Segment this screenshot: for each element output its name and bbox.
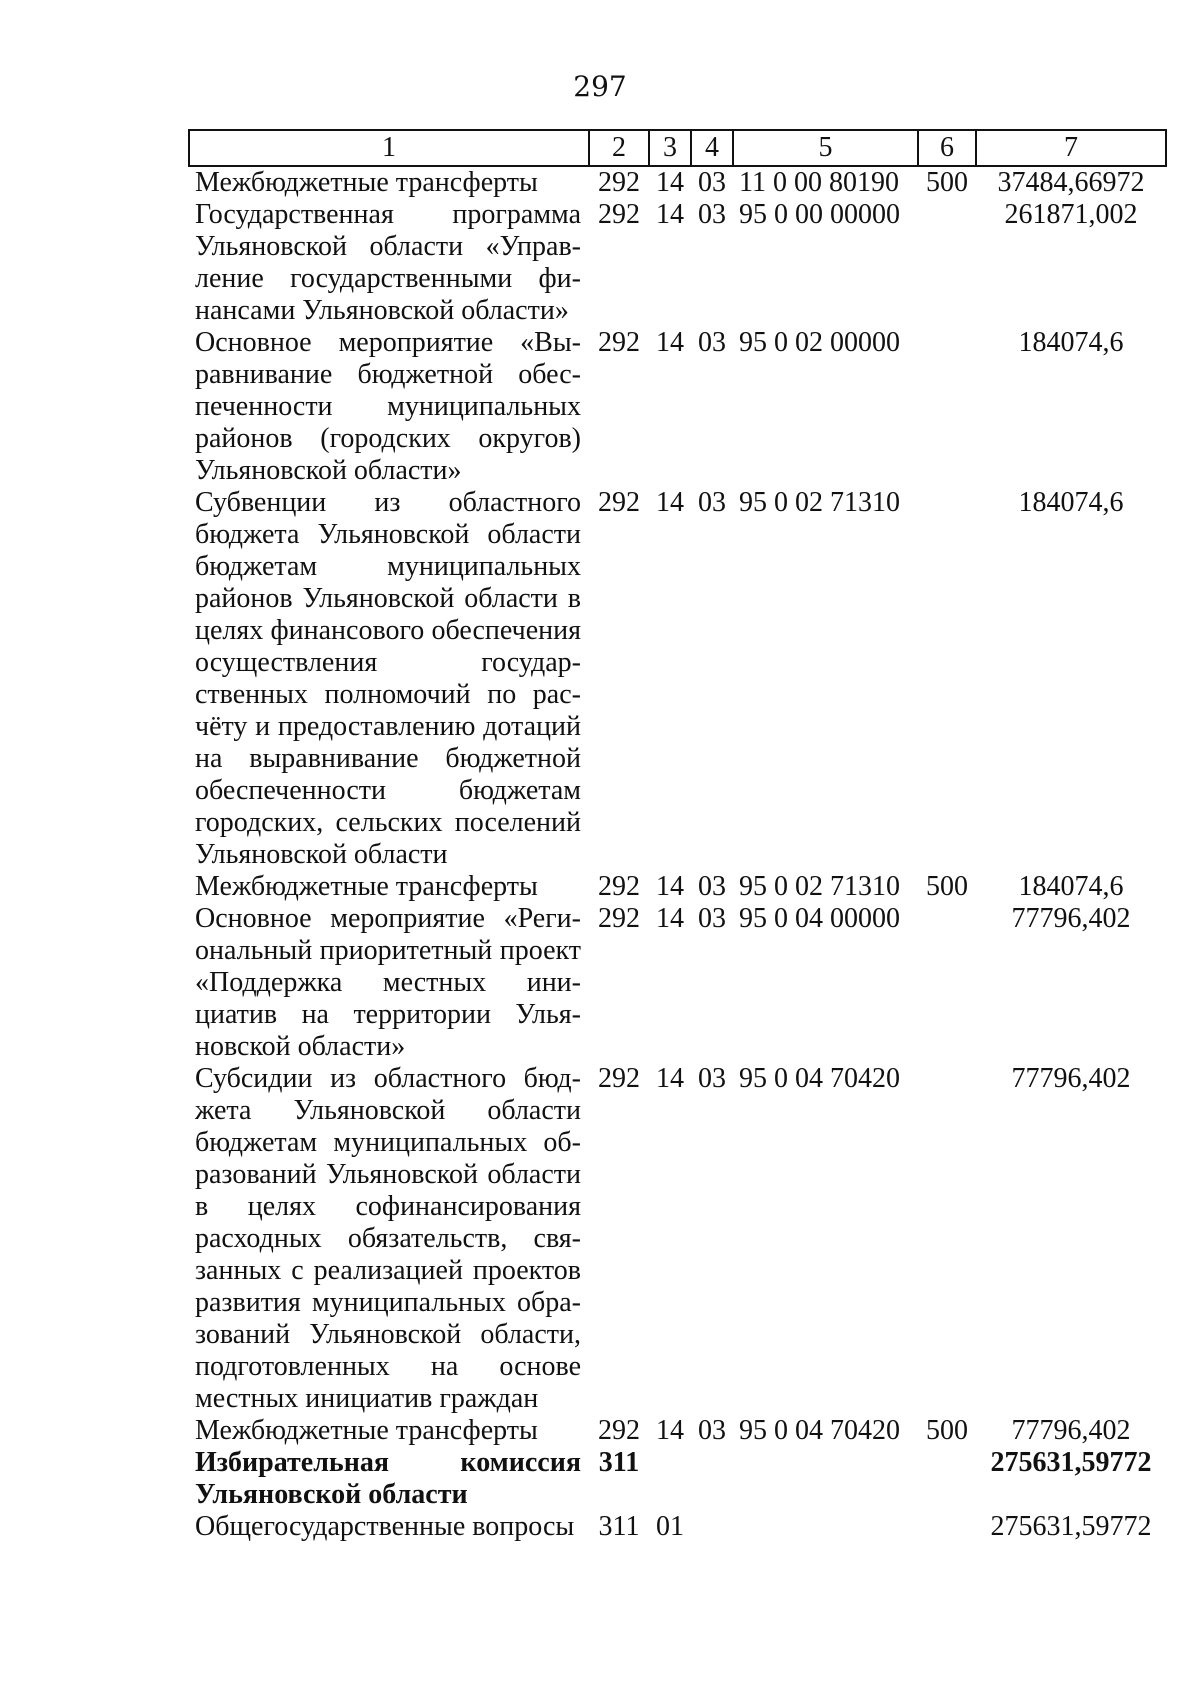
row-subsection-code: 03 xyxy=(698,327,726,358)
row-subsection-code xyxy=(691,1447,733,1511)
row-expense-type xyxy=(918,1511,976,1543)
budget-table xyxy=(188,129,1167,1543)
row-subsection-code: 03 xyxy=(698,871,726,902)
row-target-code: 95 0 04 70420 xyxy=(739,1063,900,1094)
row-name: Субсидии из областного бюджета Ульяновской области бюджетам муниципальных образований Ульяновской области в целях софинансирования расходных обязательств, связанных с реализацией проектов развития муниципальных образований Ульяновской области, подготовленных на основе местных инициатив граждан xyxy=(195,1063,581,1414)
row-chapter-code: 292 xyxy=(598,327,640,358)
row-chapter-code: 292 xyxy=(598,903,640,934)
row-section-code: 14 xyxy=(656,871,684,902)
row-amount: 184074,6 xyxy=(1018,871,1124,902)
row-name: Субвенции из областного бюджета Ульяновской области бюджетам муниципальных районов Ульяновской области в целях финансового обеспечения осуществления государственных полномочий по расчёту и предоставлению дотаций на выравнивание бюджетной обеспеченности бюджетам городских, сельских поселений Ульяновской области xyxy=(195,487,581,870)
row-target-code: 95 0 02 00000 xyxy=(739,327,900,358)
row-expense-type: 500 xyxy=(926,1415,968,1446)
row-expense-type xyxy=(918,487,976,871)
row-expense-type xyxy=(918,1447,976,1511)
table-body xyxy=(189,166,1166,1543)
row-target-code: 95 0 04 70420 xyxy=(739,1415,900,1446)
table-header-row xyxy=(189,130,1166,166)
column-header: 1 xyxy=(189,130,589,166)
row-section-code: 14 xyxy=(656,487,684,518)
table-row xyxy=(189,1415,1166,1447)
row-amount: 184074,6 xyxy=(1018,487,1124,518)
column-header: 5 xyxy=(733,130,918,166)
row-expense-type xyxy=(918,1063,976,1415)
row-amount: 261871,002 xyxy=(1004,199,1138,230)
row-amount: 37484,66972 xyxy=(997,167,1145,198)
row-subsection-code: 03 xyxy=(698,1063,726,1094)
row-name: Общегосударственные вопросы xyxy=(195,1511,575,1542)
row-chapter-code: 292 xyxy=(598,167,640,198)
column-header: 2 xyxy=(589,130,649,166)
row-chapter-code: 311 xyxy=(598,1447,640,1478)
row-amount: 184074,6 xyxy=(1018,327,1124,358)
table-row xyxy=(189,327,1166,487)
row-target-code: 95 0 04 00000 xyxy=(739,903,900,934)
table-row xyxy=(189,166,1166,199)
row-subsection-code: 03 xyxy=(698,199,726,230)
column-header: 6 xyxy=(918,130,976,166)
row-expense-type xyxy=(918,199,976,327)
row-expense-type: 500 xyxy=(926,871,968,902)
row-chapter-code: 292 xyxy=(598,487,640,518)
row-subsection-code: 03 xyxy=(698,1415,726,1446)
row-name: Государственная программа Ульяновской области «Управление государственными финансами Ульяновской области» xyxy=(195,199,581,326)
row-name: Межбюджетные трансферты xyxy=(195,1415,538,1446)
row-name: Межбюджетные трансферты xyxy=(195,167,538,198)
row-section-code: 14 xyxy=(656,1063,684,1094)
table-row xyxy=(189,199,1166,327)
row-chapter-code: 292 xyxy=(598,199,640,230)
row-name: Основное мероприятие «Региональный приоритетный проект «Поддержка местных инициатив на территории Ульяновской области» xyxy=(195,903,581,1062)
row-amount: 77796,402 xyxy=(1011,1063,1131,1094)
row-section-code: 14 xyxy=(656,1415,684,1446)
row-section-code: 01 xyxy=(656,1511,684,1542)
row-section-code: 14 xyxy=(656,903,684,934)
table-row xyxy=(189,871,1166,903)
table-row xyxy=(189,1063,1166,1415)
row-amount: 77796,402 xyxy=(1011,903,1131,934)
column-header: 4 xyxy=(691,130,733,166)
row-target-code: 11 0 00 80190 xyxy=(739,167,899,198)
row-chapter-code: 292 xyxy=(598,1063,640,1094)
row-expense-type: 500 xyxy=(926,167,968,198)
column-header: 7 xyxy=(976,130,1166,166)
row-target-code: 95 0 00 00000 xyxy=(739,199,900,230)
row-chapter-code: 292 xyxy=(598,1415,640,1446)
row-target-code xyxy=(733,1511,918,1543)
row-amount: 275631,59772 xyxy=(990,1447,1152,1478)
row-expense-type xyxy=(918,327,976,487)
table-row xyxy=(189,903,1166,1063)
row-amount: 77796,402 xyxy=(1011,1415,1131,1446)
row-name: Межбюджетные трансферты xyxy=(195,871,538,902)
column-header: 3 xyxy=(649,130,691,166)
table-row xyxy=(189,487,1166,871)
row-section-code: 14 xyxy=(656,199,684,230)
row-section-code: 14 xyxy=(656,167,684,198)
row-subsection-code xyxy=(691,1511,733,1543)
row-name: Избирательная комиссия Ульяновской области xyxy=(195,1447,581,1510)
row-target-code: 95 0 02 71310 xyxy=(739,871,900,902)
row-name: Основное мероприятие «Выравнивание бюджетной обеспеченности муниципальных районов (городских округов) Ульяновской области» xyxy=(195,327,581,486)
row-chapter-code: 311 xyxy=(598,1511,640,1542)
row-subsection-code: 03 xyxy=(698,903,726,934)
table-row xyxy=(189,1447,1166,1511)
row-target-code xyxy=(733,1447,918,1511)
table-row xyxy=(189,1511,1166,1543)
row-section-code: 14 xyxy=(656,327,684,358)
row-amount: 275631,59772 xyxy=(990,1511,1152,1542)
row-subsection-code: 03 xyxy=(698,167,726,198)
row-chapter-code: 292 xyxy=(598,871,640,902)
row-expense-type xyxy=(918,903,976,1063)
page-number: 297 xyxy=(573,70,627,103)
row-section-code xyxy=(649,1447,691,1511)
row-subsection-code: 03 xyxy=(698,487,726,518)
row-target-code: 95 0 02 71310 xyxy=(739,487,900,518)
